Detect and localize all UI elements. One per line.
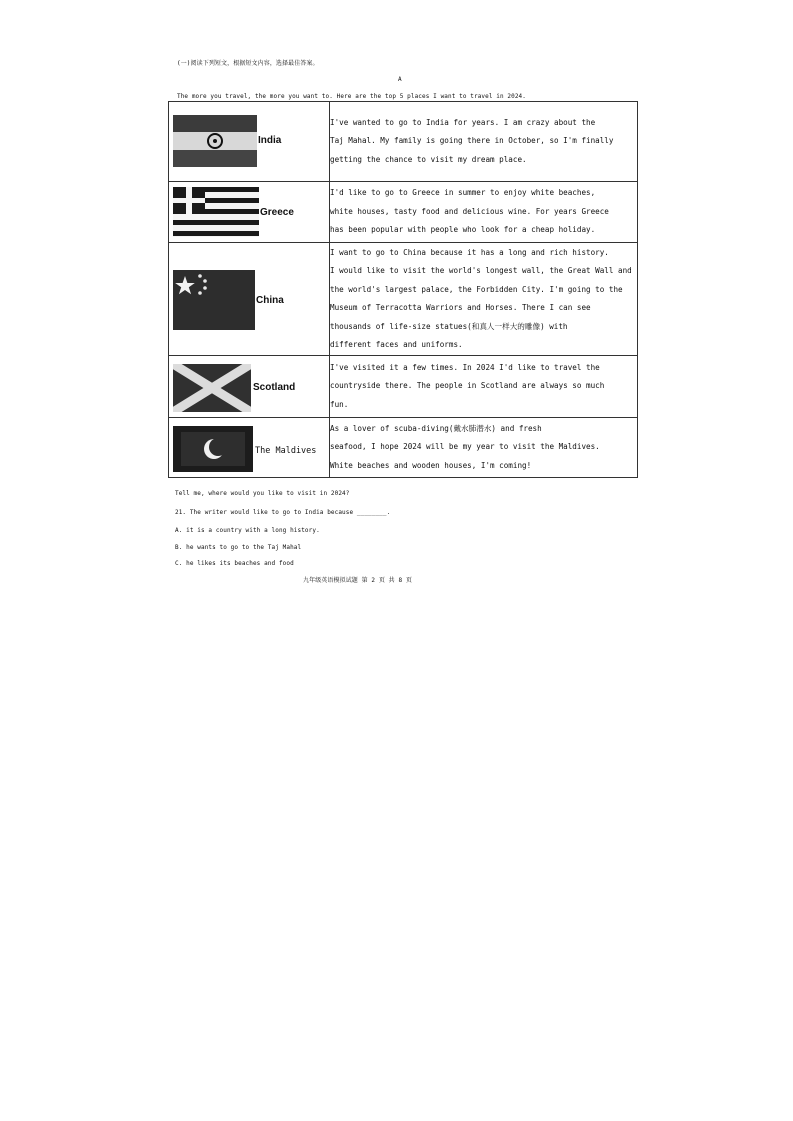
description-line: fun. — [330, 399, 349, 409]
description-line: white houses, tasty food and delicious wine. For years Greece — [330, 206, 609, 216]
description-line: the world's largest palace, the Forbidden City. I'm going to the — [330, 284, 623, 294]
description-cell — [330, 418, 638, 478]
china-flag-icon — [173, 270, 255, 330]
description-line: Museum of Terracotta Warriors and Horses. There I can see — [330, 303, 591, 312]
description-line: I've visited it a few times. In 2024 I'd like to travel the — [330, 362, 600, 372]
flag-cell — [169, 182, 330, 243]
description-line: I want to go to China because it has a long and rich history. — [330, 247, 609, 257]
description-cell — [330, 182, 638, 243]
page-footer: 九年级英语模拟试题 第 2 页 共 8 页 — [303, 577, 412, 584]
description-line: I've wanted to go to India for years. I am crazy about the — [330, 117, 596, 127]
description-line: White beaches and wooden houses, I'm coming! — [330, 460, 532, 470]
description-line: thousands of life-size statues(和真人一样大的雕像) with — [330, 321, 568, 331]
places-table — [168, 101, 638, 478]
description-line: getting the chance to visit my dream place. — [330, 154, 527, 164]
closing-question: Tell me, where would you like to visit in 2024? — [175, 490, 350, 497]
greece-flag-icon — [173, 187, 259, 237]
table-row — [169, 182, 638, 243]
india-flag-icon — [173, 115, 257, 167]
flag-cell — [169, 418, 330, 478]
description-line: Taj Mahal. My family is going there in October, so I'm finally — [330, 136, 614, 146]
description-line: seafood, I hope 2024 will be my year to visit the Maldives. — [330, 442, 600, 452]
description-cell — [330, 356, 638, 418]
passage-letter: A — [398, 76, 402, 83]
country-name: The Maldives — [255, 446, 317, 456]
description-cell — [330, 102, 638, 182]
country-name: China — [256, 295, 284, 306]
table-row — [169, 356, 638, 418]
country-name: Greece — [260, 207, 294, 218]
option-b: B. he wants to go to the Taj Mahal — [175, 544, 302, 551]
maldives-flag-icon — [173, 426, 253, 472]
flag-cell — [169, 102, 330, 182]
flag-cell — [169, 356, 330, 418]
country-name: Scotland — [253, 382, 296, 393]
flag-cell — [169, 243, 330, 356]
country-name: India — [258, 135, 282, 146]
passage-intro: The more you travel, the more you want to. Here are the top 5 places I want to travel in 2024. — [177, 93, 526, 100]
description-line: has been popular with people who look for a cheap holiday. — [330, 225, 596, 235]
section-header: (一)阅读下列短文，根据短文内容，选择最佳答案。 — [177, 60, 319, 67]
question-stem: 21. The writer would like to go to India because ________. — [175, 509, 391, 516]
description-line: countryside there. The people in Scotland are always so much — [330, 381, 605, 391]
scotland-flag-icon — [173, 364, 251, 412]
description-line: I'd like to go to Greece in summer to enjoy white beaches, — [330, 188, 596, 198]
description-line: As a lover of scuba-diving(戴水肺潜水) and fresh — [330, 423, 542, 433]
description-cell — [330, 243, 638, 356]
table-row — [169, 243, 638, 356]
description-line: I would like to visit the world's longest wall, the Great Wall and — [330, 266, 632, 275]
table-row — [169, 418, 638, 478]
table-row — [169, 102, 638, 182]
option-c: C. he likes its beaches and food — [175, 560, 294, 567]
option-a: A. it is a country with a long history. — [175, 527, 320, 534]
description-line: different faces and uniforms. — [330, 340, 463, 349]
